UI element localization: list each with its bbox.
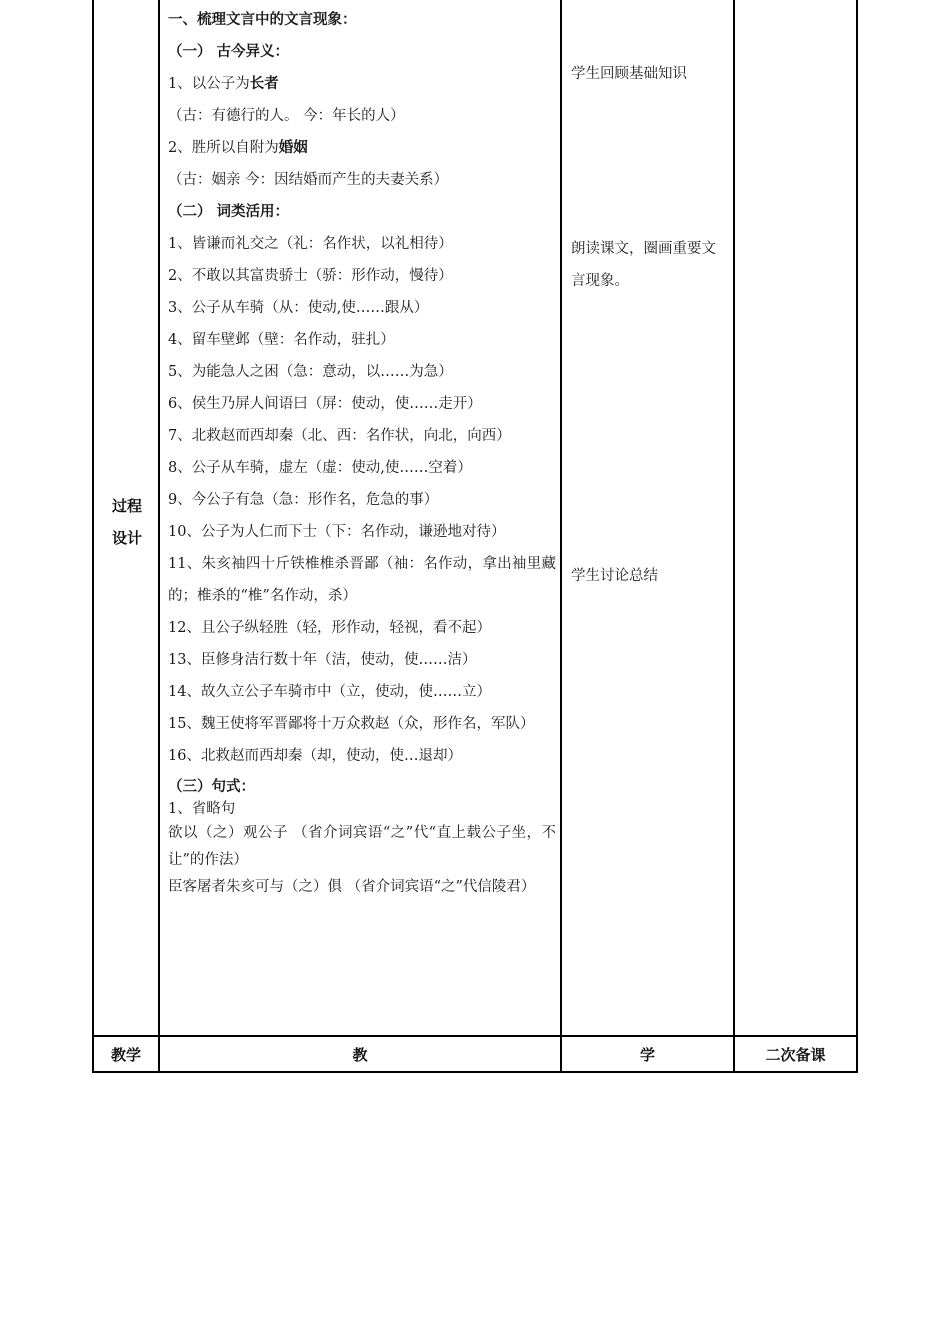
- keyword: 长者: [249, 76, 279, 92]
- process-design-label: [96, 490, 158, 554]
- column-divider: [158, 0, 160, 1073]
- list-item: 12、且公子纵轻胜（轻，形作动，轻视，看不起）: [168, 620, 491, 636]
- section-heading: 一、梳理文言中的文言现象：: [168, 12, 357, 28]
- footer-cell-teaching: 教学: [110, 1046, 141, 1064]
- table-border-right: [856, 0, 858, 1073]
- list-item: 5、为能急人之困（急：意动，以……为急）: [168, 364, 453, 380]
- list-item: 13、臣修身洁行数十年（洁，使动，使……洁）: [168, 652, 477, 668]
- subsection-heading: （一） 古今异义：: [168, 44, 290, 60]
- list-item: [168, 68, 556, 100]
- list-item: 7、北救赵而西却秦（北、西：名作状，向北，向西）: [168, 428, 511, 444]
- list-item: 10、公子为人仁而下士（下：名作动，谦逊地对待）: [168, 524, 506, 540]
- learning-note: 朗读课文，圈画重要文言现象。: [571, 241, 716, 289]
- learning-note: 学生回顾基础知识: [571, 66, 687, 82]
- item-text: 2、胜所以自附为: [168, 140, 279, 156]
- column-divider: [733, 0, 735, 1073]
- list-item: 8、公子从车骑，虚左（虚：使动,使……空着）: [168, 460, 472, 476]
- list-item: 3、公子从车骑（从：使动,使……跟从）: [168, 300, 429, 316]
- footer-cell-second-prep: 二次备课: [765, 1046, 826, 1064]
- process-design-label-line1: 过程: [111, 497, 142, 515]
- keyword: 婚姻: [278, 140, 308, 156]
- item-text: 1、以公子为: [168, 76, 250, 92]
- footer-cell-learn: 学: [639, 1046, 655, 1064]
- list-item: 16、北救赵而西却秦（却，使动，使…退却）: [168, 748, 462, 764]
- list-item: 2、不敢以其富贵骄士（骄：形作动，慢待）: [168, 268, 453, 284]
- list-item: 1、皆谦而礼交之（礼：名作状，以礼相待）: [168, 236, 453, 252]
- subsection-heading: （三）句式：: [168, 779, 255, 795]
- example-sentence: 欲以（之）观公子 （省介词宾语“之”代“直上载公子坐，不让”的作法）: [168, 825, 556, 868]
- footer-cell-teach: 教: [352, 1046, 368, 1064]
- row-divider: [92, 1035, 858, 1037]
- item-note: （古：有德行的人。 今：年长的人）: [168, 108, 405, 124]
- example-sentence: 臣客屠者朱亥可与（之）俱 （省介词宾语“之”代信陵君）: [168, 879, 536, 895]
- list-item: 4、留车壁邺（壁：名作动，驻扎）: [168, 332, 395, 348]
- list-item: 11、朱亥袖四十斤铁椎椎杀晋鄙（袖：名作动，拿出袖里藏的；椎杀的“椎”名作动，杀）: [168, 556, 556, 604]
- list-item: 6、侯生乃屏人间语曰（屏：使动，使……走开）: [168, 396, 482, 412]
- subsection-heading: （二） 词类活用：: [168, 204, 290, 220]
- list-item: [168, 132, 556, 164]
- item-note: （古：姻亲 今：因结婚而产生的夫妻关系）: [168, 172, 449, 188]
- column-divider: [560, 0, 562, 1073]
- process-design-label-line2: 设计: [111, 529, 142, 547]
- list-item: 1、省略句: [168, 801, 236, 817]
- table-border-left: [92, 0, 94, 1073]
- list-item: 15、魏王使将军晋鄙将十万众救赵（众，形作名，军队）: [168, 716, 535, 732]
- teaching-content: [168, 4, 556, 901]
- learning-note: 学生讨论总结: [571, 568, 658, 584]
- list-item: 14、故久立公子车骑市中（立，使动，使……立）: [168, 684, 491, 700]
- list-item: 9、今公子有急（急：形作名，危急的事）: [168, 492, 439, 508]
